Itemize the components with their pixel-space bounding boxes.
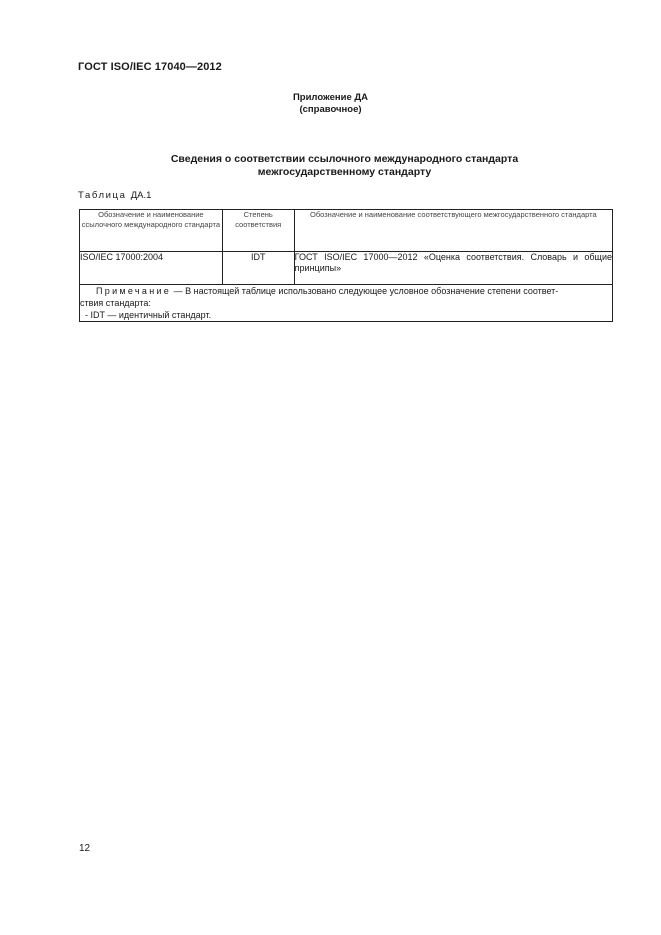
table-caption-number: ДА.1 — [130, 190, 152, 201]
note-line-1: — В настоящей таблице использовано следующее условное обозначение степени соответ- — [171, 286, 559, 296]
header-interstate-standard: Обозначение и наименование соответствующего межгосударственного стандарта — [294, 210, 612, 252]
document-code: ГОСТ ISO/IEC 17040—2012 — [78, 61, 222, 73]
reference-table — [79, 209, 613, 322]
note-line-3: - IDT — идентичный стандарт. — [85, 310, 212, 320]
note-label: Примечание — [96, 286, 172, 296]
table-caption — [78, 190, 151, 201]
table-note — [80, 285, 613, 322]
annex-block — [0, 92, 661, 116]
cell-international-standard: ISO/IEC 17000:2004 — [80, 252, 223, 285]
annex-title: Приложение ДА — [292, 92, 369, 103]
table-row — [80, 252, 613, 285]
heading-line-2: межгосударственному стандарту — [257, 166, 432, 178]
annex-status: (справочное) — [299, 104, 362, 115]
cell-degree: IDT — [222, 252, 294, 285]
heading-line-1: Сведения о соответствии ссылочного международного стандарта — [170, 153, 519, 165]
page-number: 12 — [79, 843, 91, 854]
table-caption-word: Таблица — [78, 190, 127, 201]
table-note-row — [80, 285, 613, 322]
section-heading — [0, 153, 661, 179]
header-international-standard: Обозначение и наименование ссылочного международного стандарта — [80, 210, 223, 252]
table-header-row — [80, 210, 613, 252]
cell-interstate-standard: ГОСТ ISO/IEC 17000—2012 «Оценка соответствия. Словарь и общие принципы» — [294, 252, 612, 285]
note-line-2: ствия стандарта: — [80, 298, 151, 308]
header-degree-of-correspondence: Степень соответствия — [222, 210, 294, 252]
